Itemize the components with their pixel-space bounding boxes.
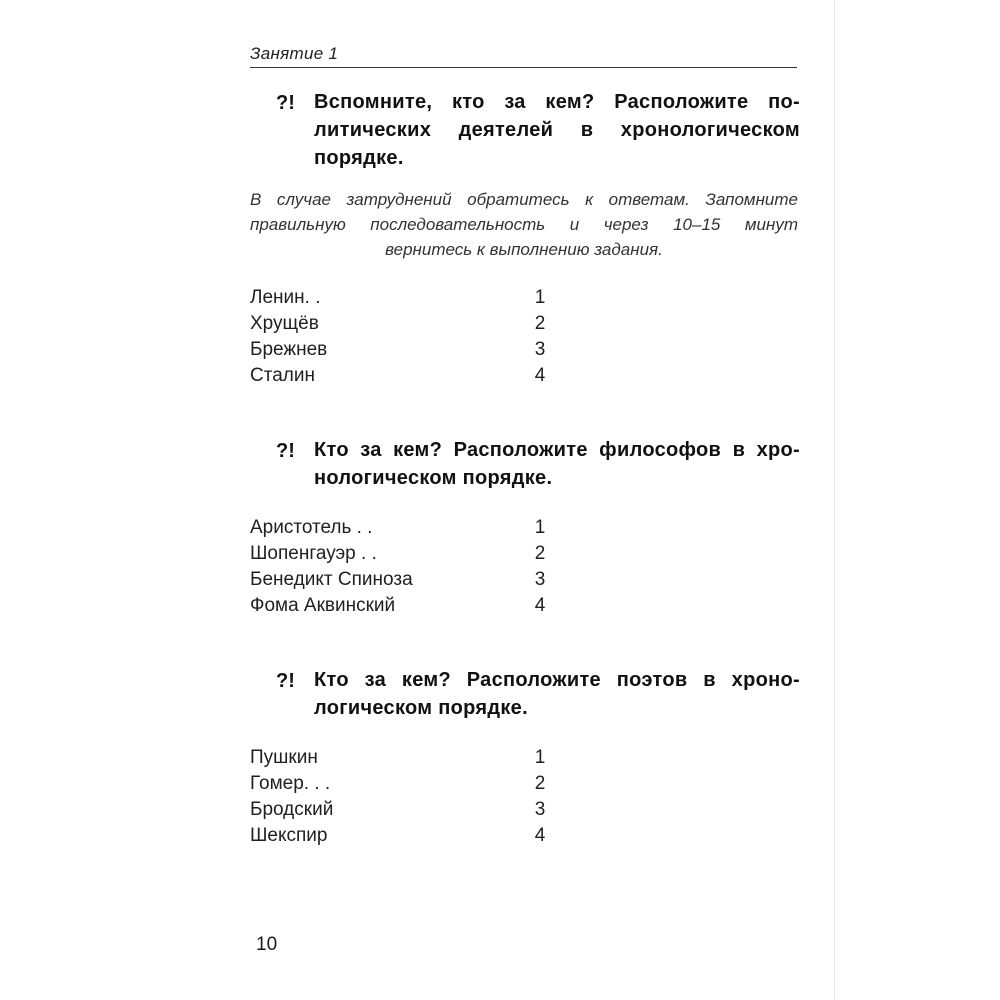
list-item-number: 2	[534, 313, 546, 334]
hint-line: правильную последовательность и через 10–15 минут	[250, 215, 798, 234]
header-rule	[250, 67, 797, 68]
list-item	[250, 515, 550, 541]
list-item-name: Сталин	[250, 365, 315, 386]
list-item	[250, 541, 550, 567]
list-item-number: 4	[534, 595, 546, 616]
list-item	[250, 745, 550, 771]
page-edge-divider	[834, 0, 835, 1000]
task-2-title-line: Кто за кем? Расположите философов в хро-	[314, 439, 800, 461]
list-item-number: 3	[534, 569, 546, 590]
task-1-title-line: порядке.	[314, 147, 404, 169]
task-3-list	[250, 745, 550, 849]
list-item-name: Фома Аквинский	[250, 595, 396, 616]
list-item-name: Аристотель . .	[250, 517, 373, 538]
list-item	[250, 771, 550, 797]
task-2-title	[314, 436, 800, 492]
list-item-name: Шопенгауэр . .	[250, 543, 377, 564]
task-1-title-line: Вспомните, кто за кем? Расположите по-	[314, 91, 800, 113]
hint-line: В случае затруднений обратитесь к ответам. Запомните	[250, 190, 798, 209]
task-1-hint	[250, 187, 798, 262]
list-item-number: 4	[534, 365, 546, 386]
list-item	[250, 285, 550, 311]
list-item	[250, 567, 550, 593]
list-item-name: Бродский	[250, 799, 334, 820]
task-1-list	[250, 285, 550, 389]
task-1-title-line: литических деятелей в хронологическом	[314, 119, 800, 141]
list-item-number: 1	[534, 517, 546, 538]
hint-line: вернитесь к выполнению задания.	[385, 240, 663, 259]
task-3-title-line: Кто за кем? Расположите поэтов в хроно-	[314, 669, 800, 691]
list-item-name: Шекспир	[250, 825, 328, 846]
list-item-name: Гомер. . .	[250, 773, 331, 794]
running-header: Занятие 1	[250, 44, 339, 63]
list-item-name: Пушкин	[250, 747, 318, 768]
list-item-name: Брежнев	[250, 339, 328, 360]
list-item-number: 4	[534, 825, 546, 846]
list-item	[250, 797, 550, 823]
list-item-number: 2	[534, 543, 546, 564]
list-item-number: 1	[534, 287, 546, 308]
task-2-list	[250, 515, 550, 619]
task-2-title-line: нологическом порядке.	[314, 467, 553, 489]
task-2-marker: ?!	[276, 440, 295, 462]
list-item-number: 3	[534, 339, 546, 360]
list-item-number: 1	[534, 747, 546, 768]
list-item	[250, 337, 550, 363]
list-item-number: 2	[534, 773, 546, 794]
task-1-marker: ?!	[276, 92, 295, 114]
list-item	[250, 363, 550, 389]
page-number: 10	[256, 934, 278, 955]
task-1-title	[314, 88, 800, 172]
task-3-title-line: логическом порядке.	[314, 697, 528, 719]
list-item-name: Бенедикт Спиноза	[250, 569, 413, 590]
task-3-title	[314, 666, 800, 722]
list-item-name: Хрущёв	[250, 313, 319, 334]
list-item-number: 3	[534, 799, 546, 820]
list-item	[250, 593, 550, 619]
list-item	[250, 823, 550, 849]
task-3-marker: ?!	[276, 670, 295, 692]
list-item-name: Ленин. .	[250, 287, 321, 308]
list-item	[250, 311, 550, 337]
